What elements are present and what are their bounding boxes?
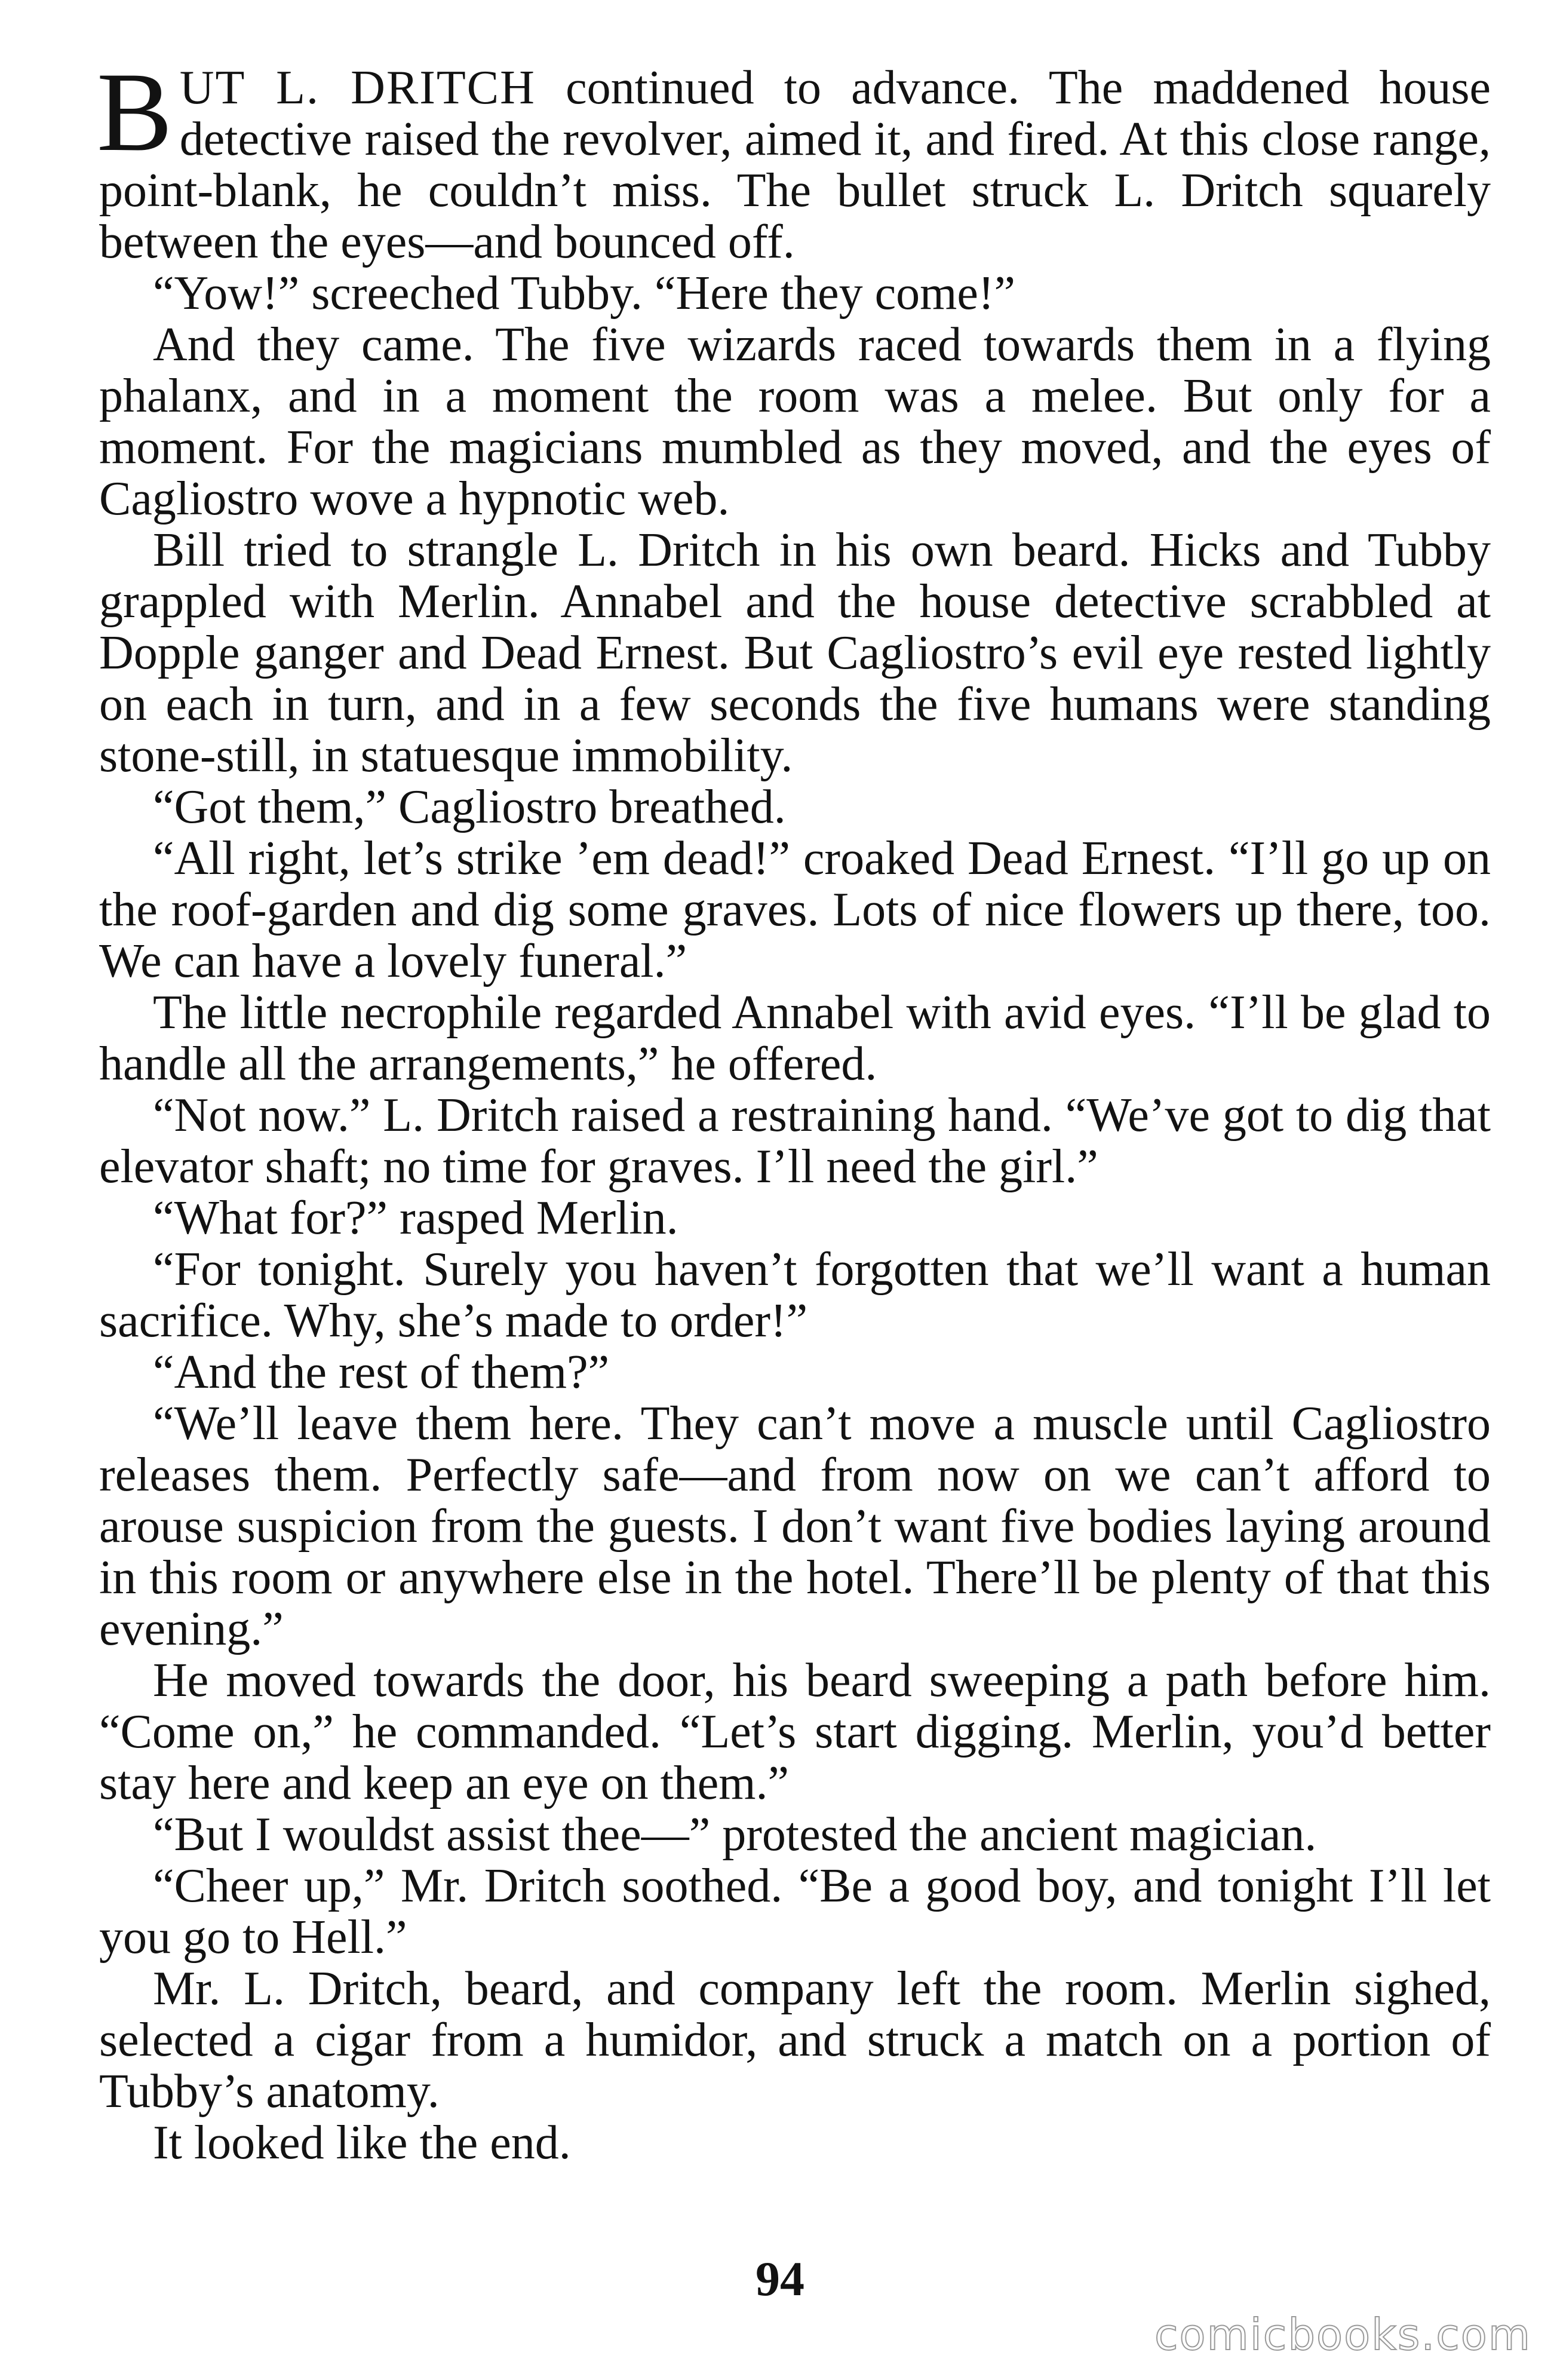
drop-cap: B bbox=[97, 50, 173, 175]
paragraph: “And the rest of them?” bbox=[153, 1346, 610, 1398]
paragraph: “What for?” rasped Merlin. bbox=[153, 1192, 678, 1244]
paragraph: “Not now.” L. Dritch raised a restraining hand. “We’ve got to dig that elevator shaft; no time for graves. I’ll need the girl.” bbox=[99, 1089, 1491, 1193]
paragraph: “Got them,” Cagliostro breathed. bbox=[153, 781, 786, 833]
opening-text: continued to advance. The maddened house detective raised the revolver, aimed it, and fired. At this close range, point-blank, he couldn’t miss. The bullet struck L. Dritch squarely between the eyes—and bounced off. bbox=[99, 62, 1491, 268]
paragraph: “Cheer up,” Mr. Dritch soothed. “Be a good boy, and tonight I’ll let you go to Hell.” bbox=[99, 1860, 1491, 1964]
paragraph: “Yow!” screeched Tubby. “Here they come!” bbox=[153, 267, 1015, 320]
opening-paragraph bbox=[97, 50, 1491, 268]
opening-caps: UT L. DRITCH bbox=[179, 62, 536, 114]
paragraph: He moved towards the door, his beard sweeping a path before him. “Come on,” he commanded. “Let’s start digging. Merlin, you’d better stay here and keep an eye on them.” bbox=[99, 1654, 1491, 1809]
paragraph: Bill tried to strangle L. Dritch in his own beard. Hicks and Tubby grappled with Merlin. Annabel and the house detective scrabbled at Dopple ganger and Dead Ernest. But Cagliostro’s evil eye rested lightly on each in turn, and in a few seconds the five humans were standing stone-still, in statuesque immobility. bbox=[99, 524, 1491, 782]
paragraph: Mr. L. Dritch, beard, and company left the room. Merlin sighed, selected a cigar from a humidor, and struck a match on a portion of Tubby’s anatomy. bbox=[99, 1962, 1491, 2118]
paragraph: It looked like the end. bbox=[153, 2117, 571, 2169]
paragraph: “We’ll leave them here. They can’t move a muscle until Cagliostro releases them. Perfectly safe—and from now on we can’t afford to arouse suspicion from the guests. I don’t want five bodies laying around in this room or anywhere else in the hotel. There’ll be plenty of that this evening.” bbox=[99, 1397, 1491, 1655]
page-number: 94 bbox=[756, 2252, 804, 2306]
paragraph: “All right, let’s strike ’em dead!” croaked Dead Ernest. “I’ll go up on the roof-garden and dig some graves. Lots of nice flowers up there, too. We can have a lovely funeral.” bbox=[99, 832, 1491, 987]
paragraph: “For tonight. Surely you haven’t forgotten that we’ll want a human sacrifice. Why, she’s made to order!” bbox=[99, 1243, 1491, 1347]
paragraph: The little necrophile regarded Annabel with avid eyes. “I’ll be glad to handle all the arrangements,” he offered. bbox=[99, 986, 1491, 1090]
paragraph: And they came. The five wizards raced towards them in a flying phalanx, and in a moment the room was a melee. But only for a moment. For the magicians mumbled as they moved, and the eyes of Cagliostro wove a hypnotic web. bbox=[99, 318, 1491, 525]
site-watermark: comicbooks.com bbox=[1154, 2310, 1531, 2360]
story-text-block bbox=[97, 50, 1491, 2169]
paragraph: “But I wouldst assist thee—” protested the ancient magician. bbox=[153, 1808, 1317, 1861]
